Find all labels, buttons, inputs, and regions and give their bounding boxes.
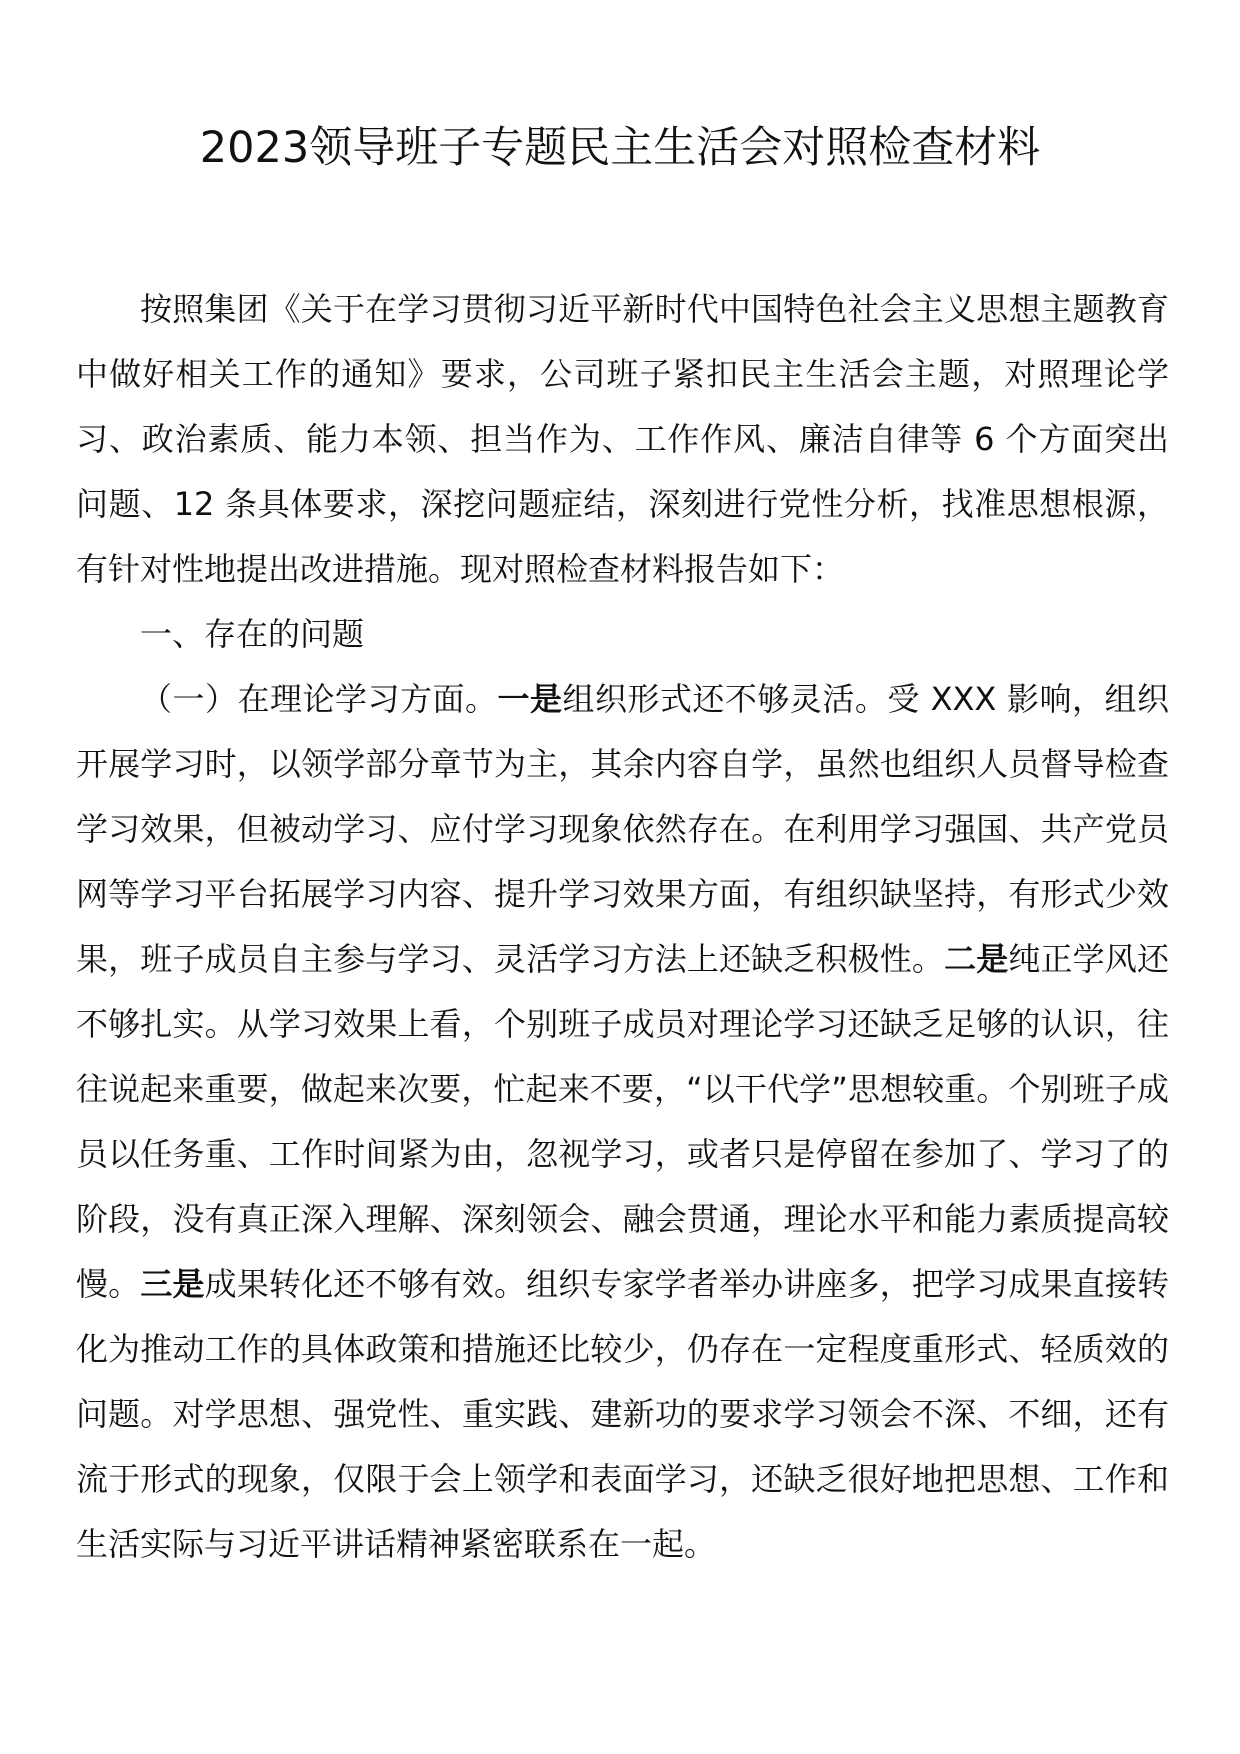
point1-label: 一是 <box>497 680 563 718</box>
section-heading: 一、存在的问题 <box>140 615 365 653</box>
point2-text: 纯正学风还不够扎实。从学习效果上看，个别班子成员对理论学习还缺乏足够的认识，往往说起来重要，做起来次要，忙起来不要，“以干代学”思想较重。个别班子成员以任务重、工作时间紧为由，忽视学习，或者只是停留在参加了、学习了的阶段，没有真正深入理解、深刻领会、融会贯通，理论水平和能力素质提高较慢。 <box>76 940 1169 1303</box>
subsection-lead: （一）在理论学习方面。 <box>140 680 498 718</box>
point2-label: 二是 <box>944 940 1009 978</box>
point3-label: 三是 <box>140 1265 205 1303</box>
intro-paragraph: 按照集团《关于在学习贯彻习近平新时代中国特色社会主义思想主题教育中做好相关工作的通知》要求，公司班子紧扣民主生活会主题，对照理论学习、政治素质、能力本领、担当作为、工作作风、廉洁自律等 6 个方面突出问题、12 条具体要求，深挖问题症结，深刻进行党性分析，找准思想根源，有针对性地提出改进措施。现对照检查材料报告如下： <box>76 290 1169 588</box>
point1-text: 组织形式还不够灵活。受 XXX 影响，组织开展学习时，以领学部分章节为主，其余内容自学，虽然也组织人员督导检查学习效果，但被动学习、应付学习现象依然存在。在利用学习强国、共产党员网等学习平台拓展学习内容、提升学习效果方面，有组织缺坚持，有形式少效果，班子成员自主参与学习、灵活学习方法上还缺乏积极性。 <box>76 680 1169 978</box>
document-body <box>76 277 1169 1577</box>
theory-study-paragraph <box>76 667 1169 1577</box>
point3-text: 成果转化还不够有效。组织专家学者举办讲座多，把学习成果直接转化为推动工作的具体政策和措施还比较少，仍存在一定程度重形式、轻质效的问题。对学思想、强党性、重实践、建新功的要求学习领会不深、不细，还有流于形式的现象，仅限于会上领学和表面学习，还缺乏很好地把思想、工作和生活实际与习近平讲话精神紧密联系在一起。 <box>76 1265 1169 1563</box>
document-title: 2023领导班子专题民主生活会对照检查材料 <box>199 123 1041 173</box>
